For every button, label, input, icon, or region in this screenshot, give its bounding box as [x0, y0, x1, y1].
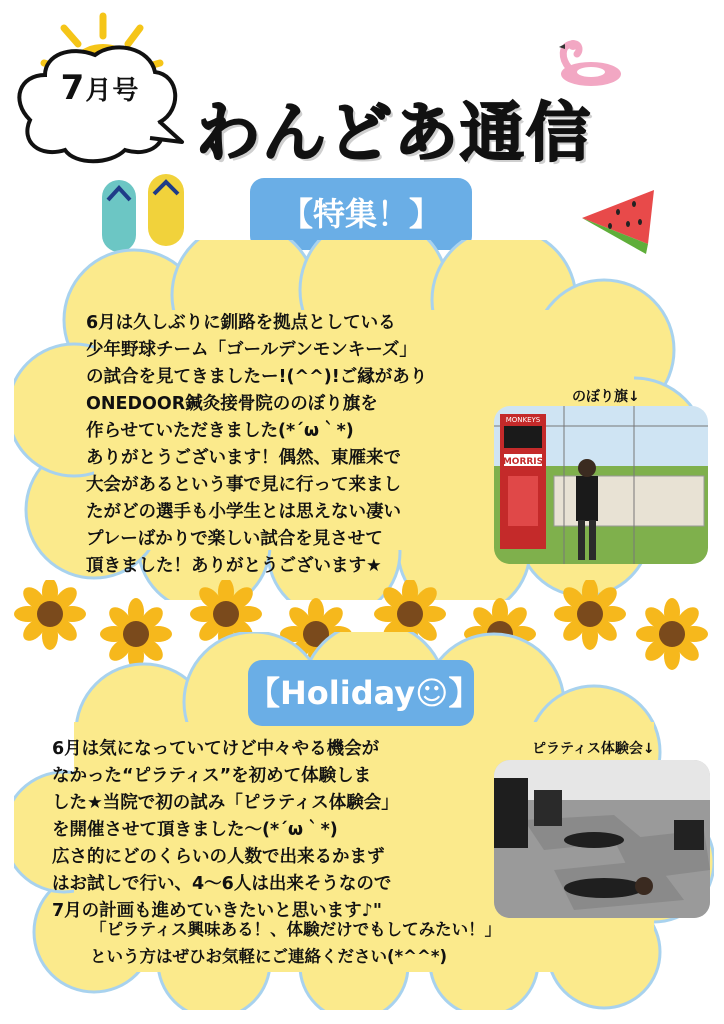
holiday-line: を開催させて頂きました〜(*´ω｀*): [52, 820, 338, 840]
holiday-body: [52, 736, 399, 925]
feature-line: プレーばかりで楽しい試合を見させて: [86, 529, 383, 549]
holiday-closing-line: 「ピラティス興味ある！、体験だけでもしてみたい！」: [90, 920, 502, 939]
holiday-line: 6月は気になっていてけど中々やる機会が: [52, 739, 380, 759]
flag-photo-caption: のぼり旗↓: [572, 389, 640, 405]
holiday-line: 広さ的にどのくらいの人数で出来るかまず: [52, 847, 385, 867]
banner-brand-text: MORRIS: [502, 457, 544, 467]
feature-line: 6月は久しぶりに釧路を拠点としている: [86, 313, 396, 333]
feature-body: [86, 310, 427, 580]
holiday-heading: 【Holiday☺】: [248, 660, 474, 726]
pilates-photo-caption: ピラティス体験会↓: [532, 741, 655, 757]
flag-photo: [494, 406, 708, 564]
feature-heading: 【特集！】: [250, 178, 472, 250]
feature-line: 頂きました！ありがとうございます★: [86, 556, 382, 576]
holiday-closing: [90, 916, 501, 970]
holiday-line: した★当院で初の試み「ピラティス体験会」: [52, 793, 399, 813]
feature-line: 大会があるという事で見に行って来まし: [86, 475, 401, 495]
feature-line: たがどの選手も小学生とは思えない凄い: [86, 502, 401, 522]
feature-line: ありがとうございます！偶然、東雁来で: [86, 448, 401, 468]
holiday-line: なかった“ピラティス”を初めて体験しま: [52, 766, 372, 786]
pilates-photo: [494, 760, 710, 918]
feature-line: 作らせていただきました(*´ω｀*): [86, 421, 354, 441]
issue-badge: [40, 68, 160, 108]
page-title: わんどあ通信: [196, 97, 592, 171]
feature-line: の試合を見てきましたー!(^^)!ご縁があり: [86, 367, 428, 387]
holiday-closing-line: という方はぜひお気軽にご連絡ください(*^^*): [90, 947, 447, 966]
holiday-line: 7月の計画も進めていきたいと思います♪": [52, 901, 382, 921]
feature-line: ONEDOOR鍼灸接骨院ののぼり旗を: [86, 394, 378, 414]
banner-team-text: MONKEYS: [505, 416, 541, 424]
issue-number: 7: [60, 68, 86, 108]
holiday-line: はお試しで行い、4〜6人は出来そうなので: [52, 874, 392, 894]
feature-line: 少年野球チーム「ゴールデンモンキーズ」: [86, 340, 417, 360]
issue-suffix: 月号: [85, 76, 140, 106]
